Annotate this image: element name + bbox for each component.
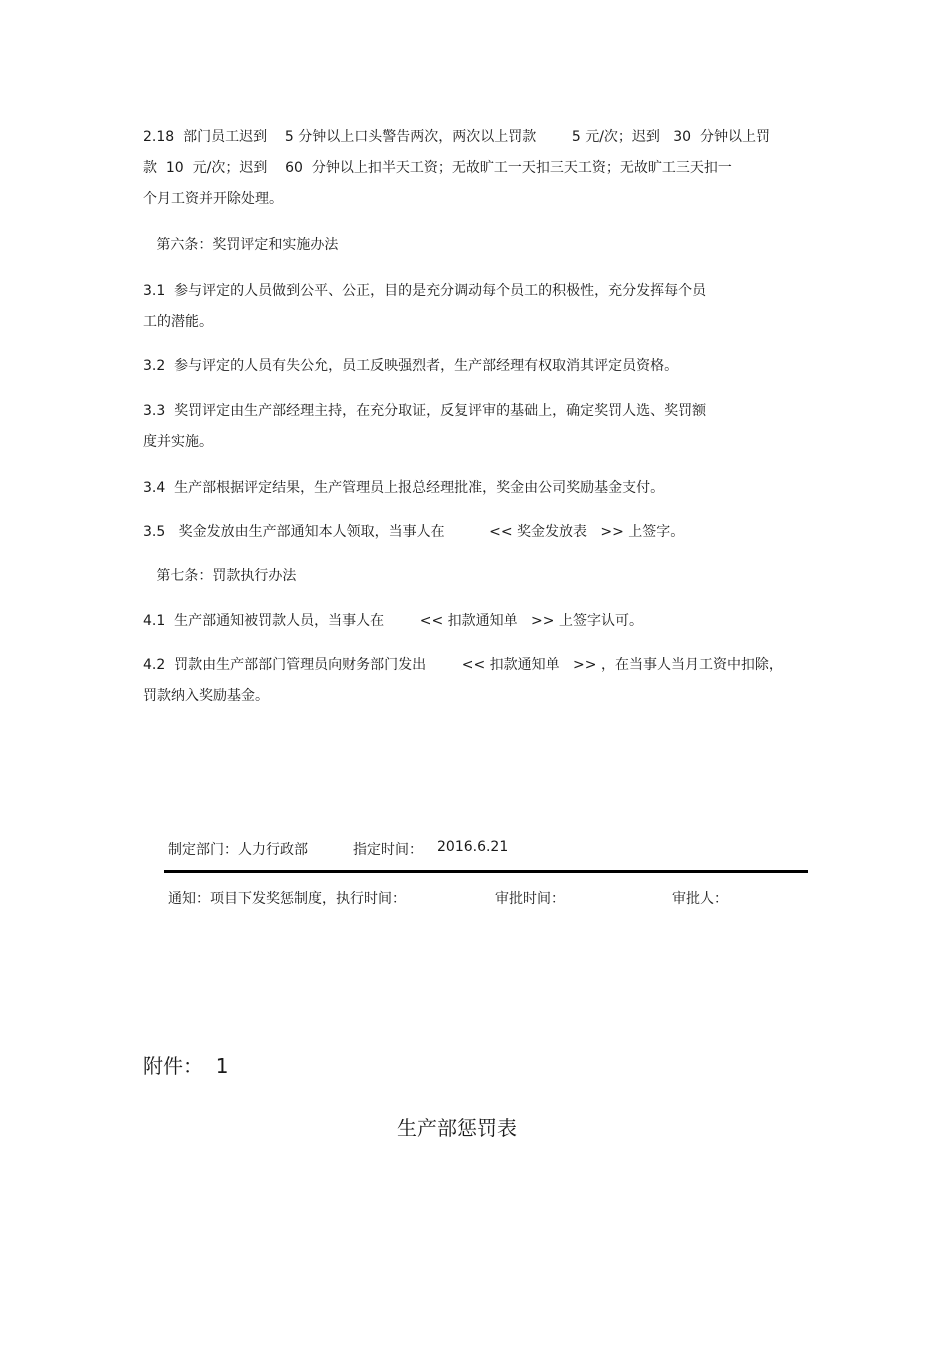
- approver-label: 审批人：: [672, 891, 728, 907]
- para-4-1: 4.1 生产部通知被罚款人员，当事人在 << 扣款通知单 >> 上签字认可。: [143, 613, 643, 629]
- time-value: 2016.6.21: [437, 839, 509, 855]
- attachment-label: 附件： 1: [143, 1054, 229, 1078]
- para-3-1-line-1: 3.1 参与评定的人员做到公平、公正，目的是充分调动每个员工的积极性，充分发挥每个员: [143, 283, 707, 299]
- para-2-18-line-1: 2.18 部门员工迟到 5 分钟以上口头警告两次，两次以上罚款 5 元/次；迟到 30 分钟以上罚: [143, 129, 770, 145]
- para-3-4: 3.4 生产部根据评定结果，生产管理员上报总经理批准，奖金由公司奖励基金支付。: [143, 480, 665, 496]
- review-time-label: 审批时间：: [495, 891, 565, 907]
- para-3-3-line-2: 度并实施。: [143, 434, 213, 450]
- divider: [164, 870, 808, 873]
- notice-text: 通知：项目下发奖惩制度，执行时间：: [168, 891, 406, 907]
- para-2-18-line-2: 款 10 元/次；迟到 60 分钟以上扣半天工资；无故旷工一天扣三天工资；无故旷工三天扣一: [143, 160, 732, 176]
- para-2-18-line-3: 个月工资并开除处理。: [143, 191, 283, 207]
- para-3-2: 3.2 参与评定的人员有失公允，员工反映强烈者，生产部经理有权取消其评定员资格。: [143, 358, 679, 374]
- article-7-heading: 第七条：罚款执行办法: [143, 568, 297, 584]
- table-title: 生产部惩罚表: [397, 1116, 517, 1140]
- time-label: 指定时间：: [353, 842, 423, 858]
- article-6-heading: 第六条：奖罚评定和实施办法: [143, 237, 339, 253]
- para-3-3-line-1: 3.3 奖罚评定由生产部经理主持，在充分取证，反复评审的基础上，确定奖罚人选、奖罚额: [143, 403, 707, 419]
- para-3-1-line-2: 工的潜能。: [143, 314, 213, 330]
- para-4-2-line-2: 罚款纳入奖励基金。: [143, 688, 269, 704]
- para-4-2-line-1: 4.2 罚款由生产部部门管理员向财务部门发出 << 扣款通知单 >> ，在当事人当月工资中扣除，: [143, 657, 783, 673]
- para-3-5: 3.5 奖金发放由生产部通知本人领取，当事人在 << 奖金发放表 >> 上签字。: [143, 524, 685, 540]
- dept-label: 制定部门：人力行政部: [168, 842, 308, 858]
